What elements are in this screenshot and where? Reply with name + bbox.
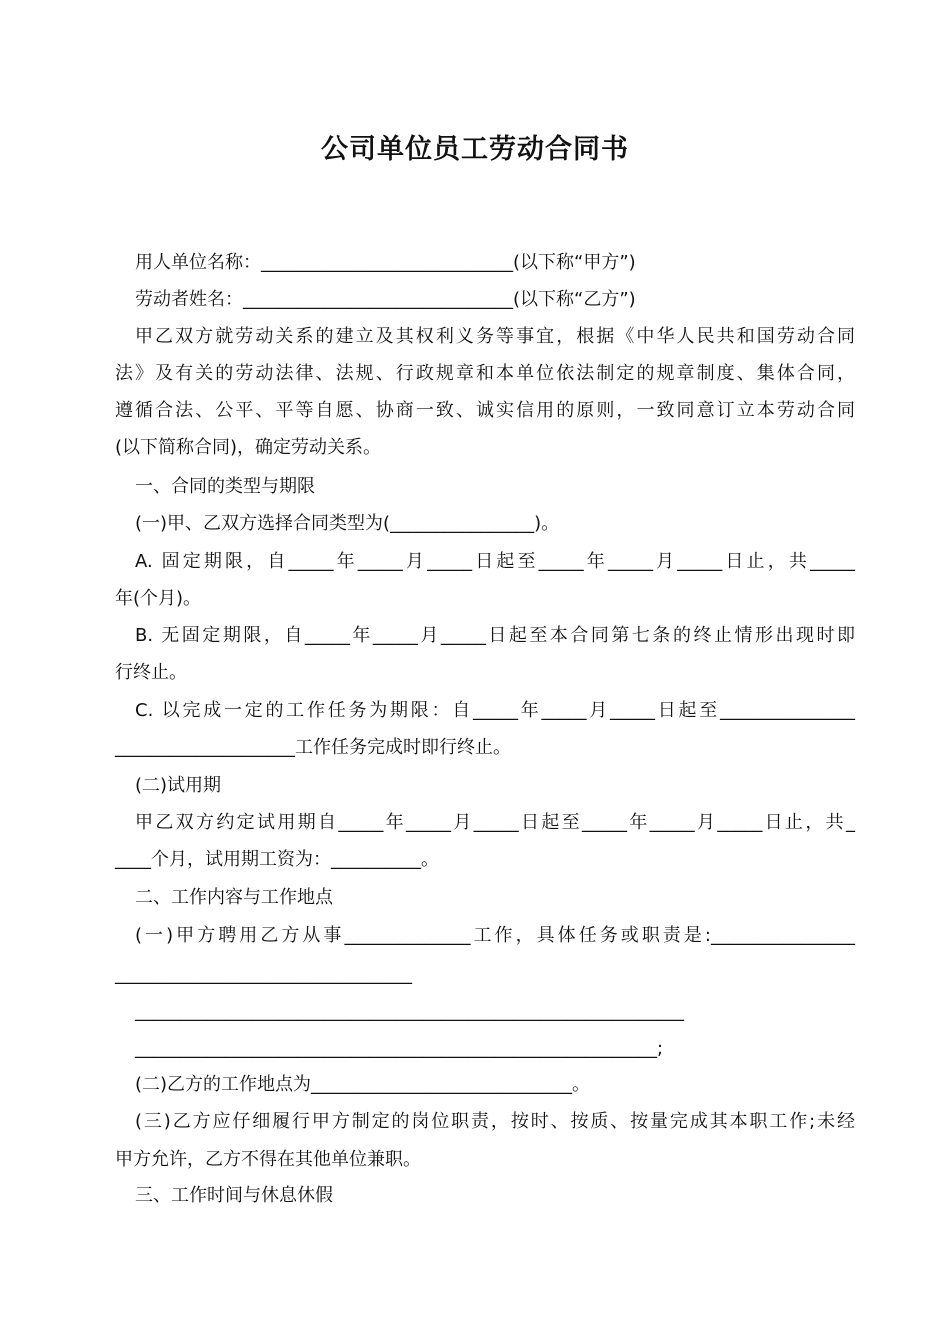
clause-line: _________________________________ bbox=[115, 964, 412, 985]
clause-line: (三)乙方应仔细履行甲方制定的岗位职责，按时、按质、按量完成其本职工作;未经 bbox=[135, 1111, 855, 1132]
clause-line: A. 固定期限，自_____年_____月_____日起至_____年_____月_____日止，共_____ bbox=[135, 551, 855, 572]
section-heading: 三、工作时间与休息休假 bbox=[135, 1185, 333, 1206]
section-heading: 一、合同的类型与期限 bbox=[135, 476, 315, 497]
clause-line: 年(个月)。 bbox=[115, 588, 202, 609]
clause-line: C. 以完成一定的工作任务为期限：自_____年_____月_____日起至_______________ bbox=[135, 700, 855, 721]
page-title: 公司单位员工劳动合同书 bbox=[321, 134, 629, 165]
clause-line: (二)乙方的工作地点为_____________________________。 bbox=[135, 1074, 591, 1095]
preamble-line: 甲乙双方就劳动关系的建立及其权利义务等事宜，根据《中华人民共和国劳动合同 bbox=[135, 326, 855, 347]
employee-name-line: 劳动者姓名：______________________________(以下称“乙方”) bbox=[135, 289, 636, 310]
preamble-line: 法》及有关的劳动法律、法规、行政规章和本单位依法制定的规章制度、集体合同， bbox=[115, 363, 855, 384]
clause-line: 行终止。 bbox=[115, 662, 187, 683]
clause-line: __________________________________________________________; bbox=[135, 1038, 664, 1059]
clause-line: 甲方允许，乙方不得在其他单位兼职。 bbox=[115, 1149, 421, 1170]
section-heading: 二、工作内容与工作地点 bbox=[135, 887, 333, 908]
clause-line: _____________________________________________________________ bbox=[135, 1001, 684, 1022]
clause-line: 甲乙双方约定试用期自_____年_____月_____日起至_____年_____月_____日止，共_ bbox=[135, 812, 855, 833]
clause-line: B. 无固定期限，自_____年_____月_____日起至本合同第七条的终止情形出现时即 bbox=[135, 625, 855, 646]
section-heading: (二)试用期 bbox=[135, 775, 222, 796]
preamble-line: 遵循合法、公平、平等自愿、协商一致、诚实信用的原则，一致同意订立本劳动合同 bbox=[115, 400, 855, 421]
clause-line: (一)甲方聘用乙方从事______________工作，具体任务或职责是:________________ bbox=[135, 925, 855, 946]
preamble-line: (以下简称合同)，确定劳动关系。 bbox=[115, 437, 382, 458]
clause-line: ____________________工作任务完成时即行终止。 bbox=[115, 737, 511, 758]
clause-line: (一)甲、乙双方选择合同类型为(________________)。 bbox=[135, 513, 560, 534]
employer-name-line: 用人单位名称：____________________________(以下称“甲方”) bbox=[135, 252, 636, 273]
clause-line: ____个月，试用期工资为：__________。 bbox=[115, 849, 439, 870]
